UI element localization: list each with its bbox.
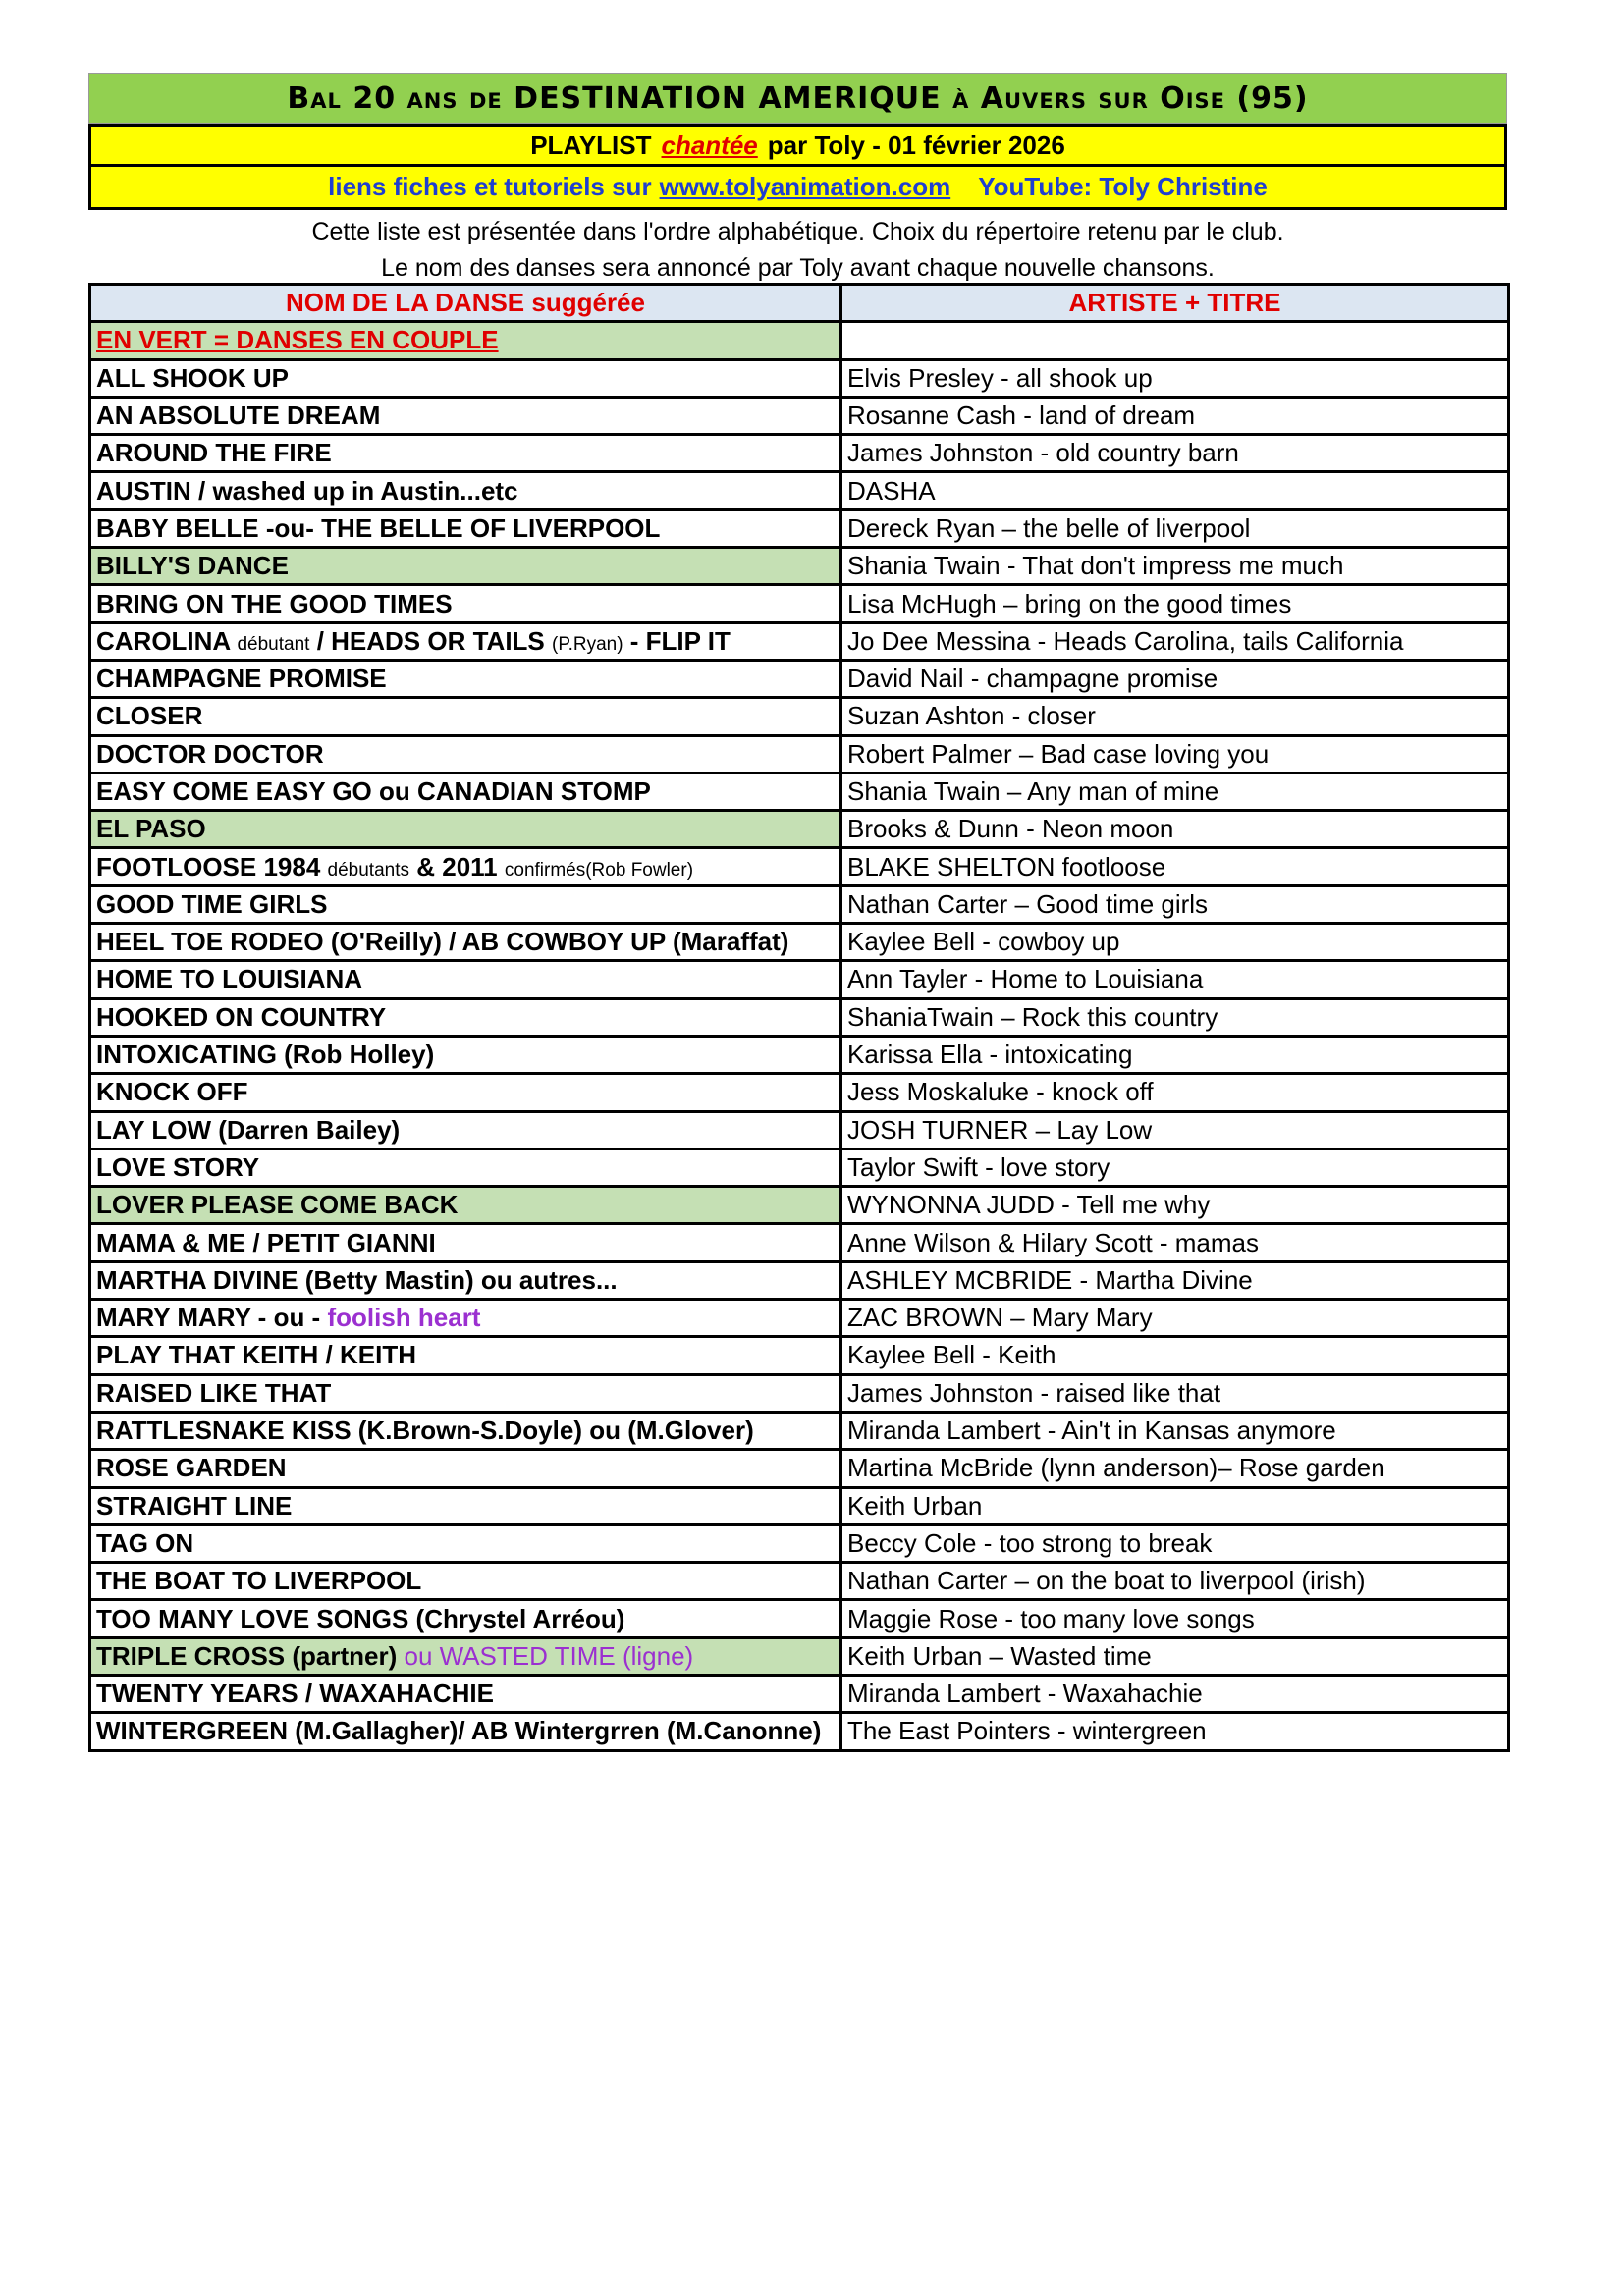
table-row bbox=[90, 509, 1509, 547]
dance-name bbox=[90, 622, 841, 660]
playlist-banner bbox=[88, 124, 1507, 167]
table-row bbox=[90, 1675, 1509, 1712]
table-row bbox=[90, 1600, 1509, 1637]
table-row bbox=[90, 1637, 1509, 1675]
table-row bbox=[90, 397, 1509, 434]
table-row bbox=[90, 660, 1509, 697]
dance-name: GOOD TIME GIRLS bbox=[90, 885, 841, 923]
legend-empty bbox=[841, 322, 1509, 359]
dance-name: RATTLESNAKE KISS (K.Brown-S.Doyle) ou (M.Glover) bbox=[90, 1412, 841, 1449]
table-header bbox=[90, 285, 1509, 322]
dance-name: HEEL TOE RODEO (O'Reilly) / AB COWBOY UP (Maraffat) bbox=[90, 924, 841, 961]
table-row bbox=[90, 622, 1509, 660]
dance-name: DOCTOR DOCTOR bbox=[90, 735, 841, 773]
table-row bbox=[90, 1374, 1509, 1412]
dance-name: ALL SHOOK UP bbox=[90, 359, 841, 397]
artist-title: Kaylee Bell - cowboy up bbox=[841, 924, 1509, 961]
dance-name bbox=[90, 1637, 841, 1675]
table-row bbox=[90, 1300, 1509, 1337]
youtube-label: YouTube: Toly Christine bbox=[978, 172, 1268, 201]
artist-title: Keith Urban bbox=[841, 1487, 1509, 1524]
artist-title: Shania Twain – Any man of mine bbox=[841, 773, 1509, 810]
artist-title: Robert Palmer – Bad case loving you bbox=[841, 735, 1509, 773]
dance-name-part: ou WASTED TIME (ligne) bbox=[404, 1640, 694, 1671]
dance-name: INTOXICATING (Rob Holley) bbox=[90, 1036, 841, 1073]
dance-name: HOOKED ON COUNTRY bbox=[90, 998, 841, 1036]
dance-name-part: CAROLINA bbox=[96, 625, 231, 656]
dance-name: AUSTIN / washed up in Austin...etc bbox=[90, 472, 841, 509]
table-row bbox=[90, 961, 1509, 998]
dance-name: LOVER PLEASE COME BACK bbox=[90, 1187, 841, 1224]
dance-name: THE BOAT TO LIVERPOOL bbox=[90, 1563, 841, 1600]
artist-title: Taylor Swift - love story bbox=[841, 1148, 1509, 1186]
dance-name-part: débutant bbox=[237, 633, 310, 655]
legend-row bbox=[90, 322, 1509, 359]
dance-name: MAMA & ME / PETIT GIANNI bbox=[90, 1224, 841, 1261]
table-row bbox=[90, 811, 1509, 848]
artist-title: Rosanne Cash - land of dream bbox=[841, 397, 1509, 434]
table-row bbox=[90, 1074, 1509, 1111]
dance-name: BILLY'S DANCE bbox=[90, 548, 841, 585]
table-row bbox=[90, 1563, 1509, 1600]
artist-title: ShaniaTwain – Rock this country bbox=[841, 998, 1509, 1036]
dance-name: AN ABSOLUTE DREAM bbox=[90, 397, 841, 434]
artist-title: Kaylee Bell - Keith bbox=[841, 1337, 1509, 1374]
artist-title: The East Pointers - wintergreen bbox=[841, 1713, 1509, 1750]
artist-title: Jess Moskaluke - knock off bbox=[841, 1074, 1509, 1111]
dance-name: EL PASO bbox=[90, 811, 841, 848]
note-announce: Le nom des danses sera annoncé par Toly avant chaque nouvelle chansons. bbox=[381, 254, 1215, 282]
table-row bbox=[90, 1450, 1509, 1487]
table-row bbox=[90, 773, 1509, 810]
dance-name-part: TRIPLE CROSS (partner) bbox=[96, 1640, 398, 1671]
dance-name-part: (P.Ryan) bbox=[552, 633, 623, 655]
artist-title: Lisa McHugh – bring on the good times bbox=[841, 585, 1509, 622]
artist-title: DASHA bbox=[841, 472, 1509, 509]
artist-title: WYNONNA JUDD - Tell me why bbox=[841, 1187, 1509, 1224]
artist-title: Brooks & Dunn - Neon moon bbox=[841, 811, 1509, 848]
dance-name: LOVE STORY bbox=[90, 1148, 841, 1186]
table-row bbox=[90, 359, 1509, 397]
dance-name: STRAIGHT LINE bbox=[90, 1487, 841, 1524]
artist-title: Nathan Carter – on the boat to liverpool (irish) bbox=[841, 1563, 1509, 1600]
dance-name: BABY BELLE -ou- THE BELLE OF LIVERPOOL bbox=[90, 509, 841, 547]
table-row bbox=[90, 735, 1509, 773]
artist-title: BLAKE SHELTON footloose bbox=[841, 848, 1509, 885]
table-row bbox=[90, 885, 1509, 923]
table-row bbox=[90, 1261, 1509, 1299]
dance-name-part: & 2011 bbox=[416, 851, 498, 881]
playlist-chantee: chantée bbox=[661, 130, 758, 160]
dance-name: WINTERGREEN (M.Gallagher)/ AB Wintergrren (M.Canonne) bbox=[90, 1713, 841, 1750]
dance-name: BRING ON THE GOOD TIMES bbox=[90, 585, 841, 622]
dance-name: AROUND THE FIRE bbox=[90, 435, 841, 472]
legend-couple: EN VERT = DANSES EN COUPLE bbox=[90, 322, 841, 359]
note-order: Cette liste est présentée dans l'ordre alphabétique. Choix du répertoire retenu par le club. bbox=[311, 218, 1284, 245]
website-link[interactable]: www.tolyanimation.com bbox=[659, 172, 951, 201]
dance-name bbox=[90, 848, 841, 885]
table-row bbox=[90, 698, 1509, 735]
dance-name-part: - FLIP IT bbox=[629, 625, 731, 656]
dance-name: MARTHA DIVINE (Betty Mastin) ou autres... bbox=[90, 1261, 841, 1299]
table-row bbox=[90, 1148, 1509, 1186]
dance-name: TAG ON bbox=[90, 1524, 841, 1562]
artist-title: Martina McBride (lynn anderson)– Rose garden bbox=[841, 1450, 1509, 1487]
dance-name: TWENTY YEARS / WAXAHACHIE bbox=[90, 1675, 841, 1712]
artist-title: Miranda Lambert - Ain't in Kansas anymore bbox=[841, 1412, 1509, 1449]
dance-name: LAY LOW (Darren Bailey) bbox=[90, 1111, 841, 1148]
table-row bbox=[90, 1036, 1509, 1073]
artist-title: Ann Tayler - Home to Louisiana bbox=[841, 961, 1509, 998]
dance-name: EASY COME EASY GO ou CANADIAN STOMP bbox=[90, 773, 841, 810]
table-row bbox=[90, 548, 1509, 585]
table-row bbox=[90, 472, 1509, 509]
table-row bbox=[90, 1487, 1509, 1524]
artist-title: ASHLEY MCBRIDE - Martha Divine bbox=[841, 1261, 1509, 1299]
table-row bbox=[90, 848, 1509, 885]
dance-name-part: / HEADS OR TAILS bbox=[316, 625, 545, 656]
dance-name: ROSE GARDEN bbox=[90, 1450, 841, 1487]
document bbox=[88, 73, 1507, 1752]
col-dance-header: NOM DE LA DANSE suggérée bbox=[90, 285, 841, 322]
dance-name-part: confirmés(Rob Fowler) bbox=[504, 859, 694, 881]
artist-title: Elvis Presley - all shook up bbox=[841, 359, 1509, 397]
artist-title: Keith Urban – Wasted time bbox=[841, 1637, 1509, 1675]
table-row bbox=[90, 924, 1509, 961]
playlist-label: PLAYLIST bbox=[530, 130, 652, 160]
table-row bbox=[90, 1713, 1509, 1750]
dance-name: RAISED LIKE THAT bbox=[90, 1374, 841, 1412]
playlist-date: par Toly - 01 février 2026 bbox=[767, 130, 1065, 160]
artist-title: ZAC BROWN – Mary Mary bbox=[841, 1300, 1509, 1337]
artist-title: James Johnston - raised like that bbox=[841, 1374, 1509, 1412]
dance-name: HOME TO LOUISIANA bbox=[90, 961, 841, 998]
table-row bbox=[90, 1111, 1509, 1148]
links-label: liens fiches et tutoriels sur bbox=[328, 172, 652, 201]
artist-title: JOSH TURNER – Lay Low bbox=[841, 1111, 1509, 1148]
table-row bbox=[90, 1412, 1509, 1449]
artist-title: Beccy Cole - too strong to break bbox=[841, 1524, 1509, 1562]
col-artist-header: ARTISTE + TITRE bbox=[841, 285, 1509, 322]
artist-title: James Johnston - old country barn bbox=[841, 435, 1509, 472]
table-row bbox=[90, 1187, 1509, 1224]
table-row bbox=[90, 585, 1509, 622]
artist-title: Suzan Ashton - closer bbox=[841, 698, 1509, 735]
dance-name-part: foolish heart bbox=[327, 1303, 481, 1333]
artist-title: Miranda Lambert - Waxahachie bbox=[841, 1675, 1509, 1712]
dance-name-part: débutants bbox=[327, 859, 409, 881]
dance-name: CLOSER bbox=[90, 698, 841, 735]
artist-title: Karissa Ella - intoxicating bbox=[841, 1036, 1509, 1073]
artist-title: Jo Dee Messina - Heads Carolina, tails California bbox=[841, 622, 1509, 660]
artist-title: Maggie Rose - too many love songs bbox=[841, 1600, 1509, 1637]
dance-name: TOO MANY LOVE SONGS (Chrystel Arréou) bbox=[90, 1600, 841, 1637]
dance-name-part: FOOTLOOSE 1984 bbox=[96, 851, 321, 881]
artist-title: Anne Wilson & Hilary Scott - mamas bbox=[841, 1224, 1509, 1261]
dance-name: PLAY THAT KEITH / KEITH bbox=[90, 1337, 841, 1374]
dance-name-part: MARY MARY - ou - bbox=[96, 1303, 321, 1333]
artist-title: Nathan Carter – Good time girls bbox=[841, 885, 1509, 923]
links-banner bbox=[88, 167, 1507, 210]
table-row bbox=[90, 998, 1509, 1036]
table-row bbox=[90, 1524, 1509, 1562]
artist-title: Shania Twain - That don't impress me much bbox=[841, 548, 1509, 585]
dance-name bbox=[90, 1300, 841, 1337]
table-row bbox=[90, 1337, 1509, 1374]
dance-name: CHAMPAGNE PROMISE bbox=[90, 660, 841, 697]
playlist-table bbox=[88, 283, 1510, 1752]
page-title: Bal 20 ans de DESTINATION AMERIQUE à Auvers sur Oise (95) bbox=[88, 73, 1507, 124]
dance-name: KNOCK OFF bbox=[90, 1074, 841, 1111]
artist-title: Dereck Ryan – the belle of liverpool bbox=[841, 509, 1509, 547]
table-row bbox=[90, 435, 1509, 472]
artist-title: David Nail - champagne promise bbox=[841, 660, 1509, 697]
table-row bbox=[90, 1224, 1509, 1261]
